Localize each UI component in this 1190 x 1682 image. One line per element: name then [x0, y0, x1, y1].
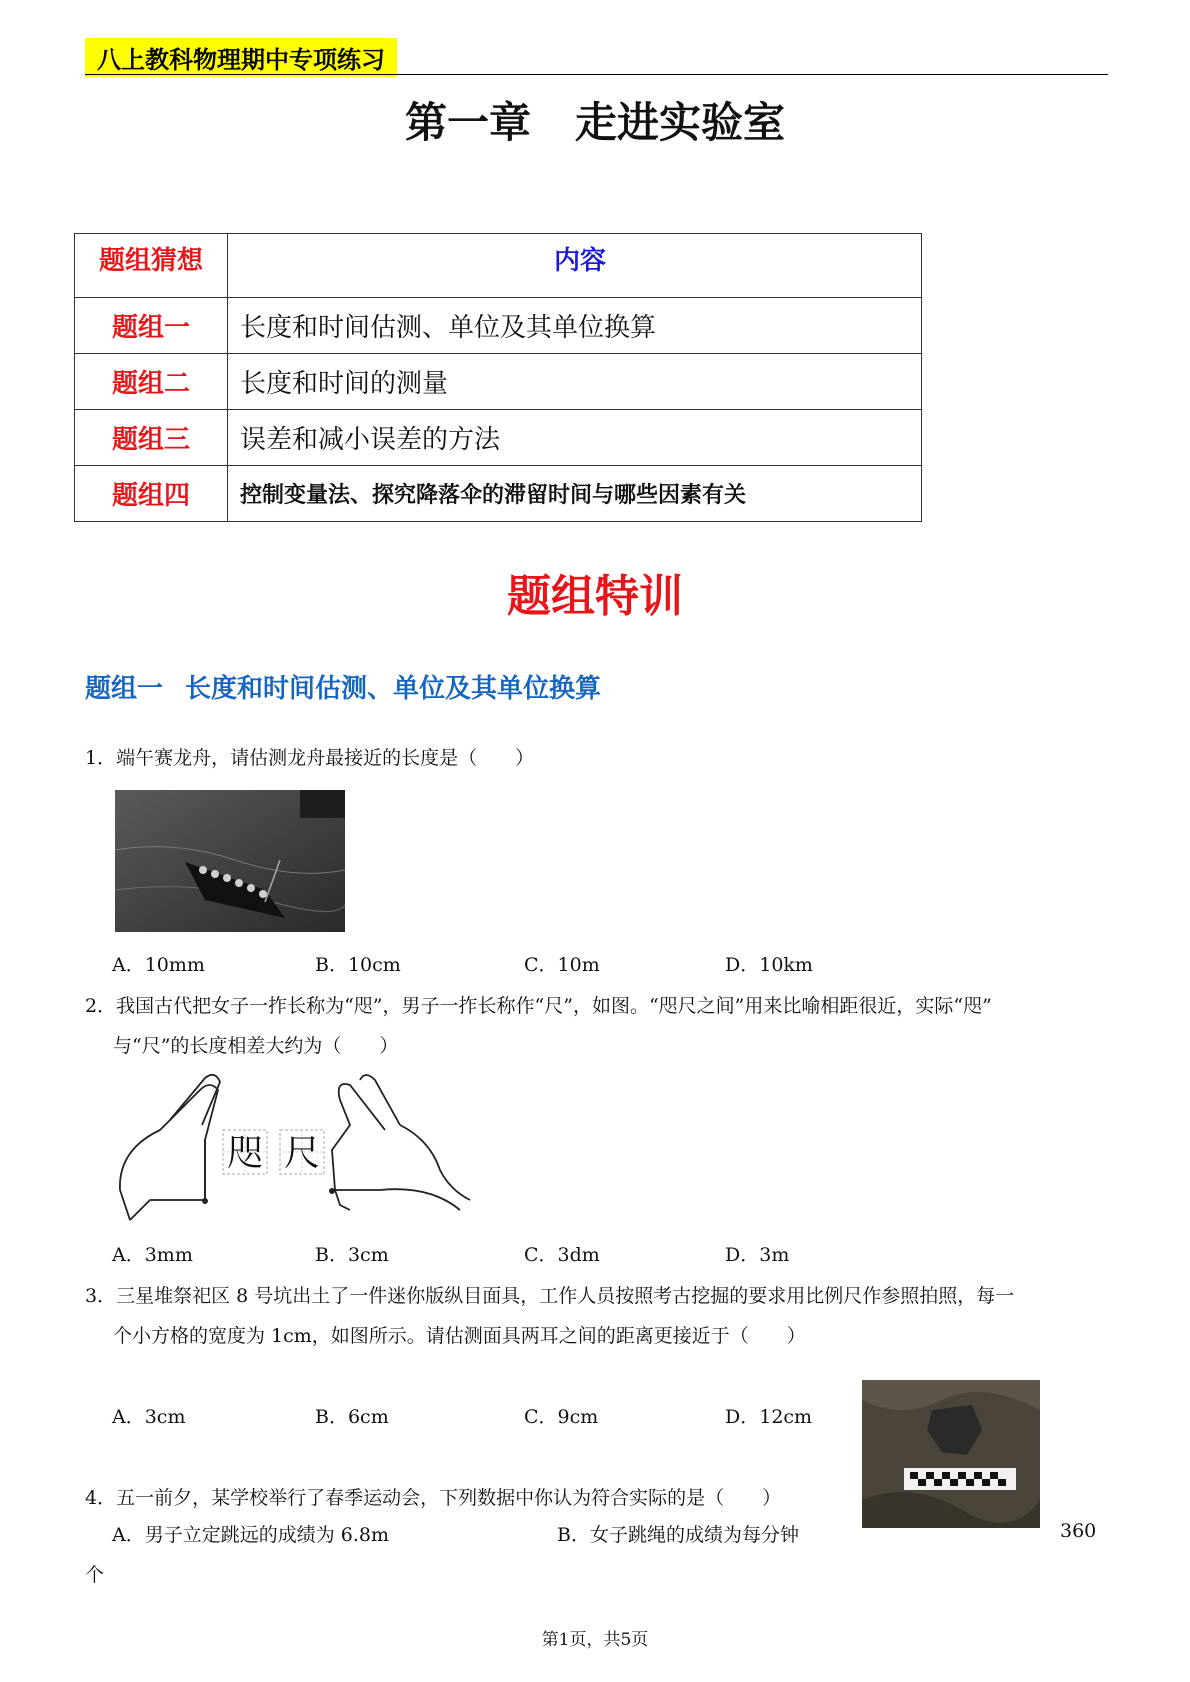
page-number: 第1页，共5页 [541, 1630, 649, 1650]
q1-option-d: D．10km [725, 954, 813, 976]
q4-option-a: A．男子立定跳远的成绩为 6.8m [112, 1524, 389, 1546]
q4-option-b-unit: 个 [85, 1564, 105, 1586]
q1-option-a: A．10mm [112, 954, 205, 976]
table-row [75, 298, 922, 354]
q3-option-c: C．9cm [524, 1406, 599, 1428]
group-table [74, 233, 922, 522]
hand-span-figure [110, 1070, 480, 1225]
question-4-stem: 4．五一前夕，某学校举行了春季运动会，下列数据中你认为符合实际的是（ ） [85, 1487, 782, 1509]
dragon-boat-photo [115, 790, 345, 932]
q2-stem-line1: 2．我国古代把女子一拃长称为“咫”，男子一拃长称作“尺”，如图。“咫尺之间”用来比喻相距很近，实际“咫” [85, 995, 992, 1017]
mask-photo [862, 1380, 1040, 1528]
content-cell: 长度和时间的测量 [228, 354, 922, 410]
header-cell-content: 内容 [228, 234, 922, 298]
chapter-name: 走进实验室 [575, 98, 786, 147]
header-cell-group: 题组猜想 [75, 234, 228, 298]
table-header-row [75, 234, 922, 298]
q2-option-c: C．3dm [524, 1244, 600, 1266]
q1-option-b: B．10cm [315, 954, 401, 976]
q3-option-a: A．3cm [112, 1406, 186, 1428]
header-tag: 八上教科物理期中专项练习 [85, 38, 397, 77]
table-row [75, 466, 922, 522]
header-divider [85, 74, 1108, 75]
q1-option-c: C．10m [524, 954, 600, 976]
group-topic: 长度和时间估测、单位及其单位换算 [185, 674, 602, 704]
question-3-stem [85, 1276, 1115, 1356]
q2-stem-line2: 与“尺”的长度相差大约为（ ） [113, 1035, 399, 1057]
q4-option-b: B．女子跳绳的成绩为每分钟 [557, 1524, 799, 1546]
q3-option-d: D．12cm [725, 1406, 813, 1428]
section-title: 题组特训 [507, 571, 683, 622]
q2-option-a: A．3mm [112, 1244, 193, 1266]
group-heading [85, 668, 601, 705]
q2-option-d: D．3m [725, 1244, 790, 1266]
content-cell: 长度和时间估测、单位及其单位换算 [228, 298, 922, 354]
group-cell: 题组二 [75, 354, 228, 410]
content-cell: 控制变量法、探究降落伞的滞留时间与哪些因素有关 [228, 466, 922, 522]
question-1-stem: 1．端午赛龙舟，请估测龙舟最接近的长度是（ ） [85, 747, 535, 769]
content-cell: 误差和减小误差的方法 [228, 410, 922, 466]
figure-char-zhi: 咫 [226, 1133, 264, 1174]
group-cell: 题组四 [75, 466, 228, 522]
group-label: 题组一 [85, 674, 164, 704]
q3-option-b: B．6cm [315, 1406, 389, 1428]
table-row [75, 410, 922, 466]
table-row [75, 354, 922, 410]
q4-option-b-value: 360 [1060, 1520, 1097, 1542]
group-cell: 题组一 [75, 298, 228, 354]
q3-stem-line1: 3．三星堆祭祀区 8 号坑出土了一件迷你版纵目面具，工作人员按照考古挖掘的要求用比例尺作参照拍照，每一 [85, 1285, 1015, 1307]
chapter-number: 第一章 [404, 98, 531, 147]
figure-char-chi: 尺 [283, 1133, 321, 1174]
q2-option-b: B．3cm [315, 1244, 389, 1266]
group-cell: 题组三 [75, 410, 228, 466]
question-2-stem [85, 986, 1115, 1066]
q3-stem-line2: 个小方格的宽度为 1cm，如图所示。请估测面具两耳之间的距离更接近于（ ） [113, 1325, 806, 1347]
chapter-title [0, 90, 1190, 150]
